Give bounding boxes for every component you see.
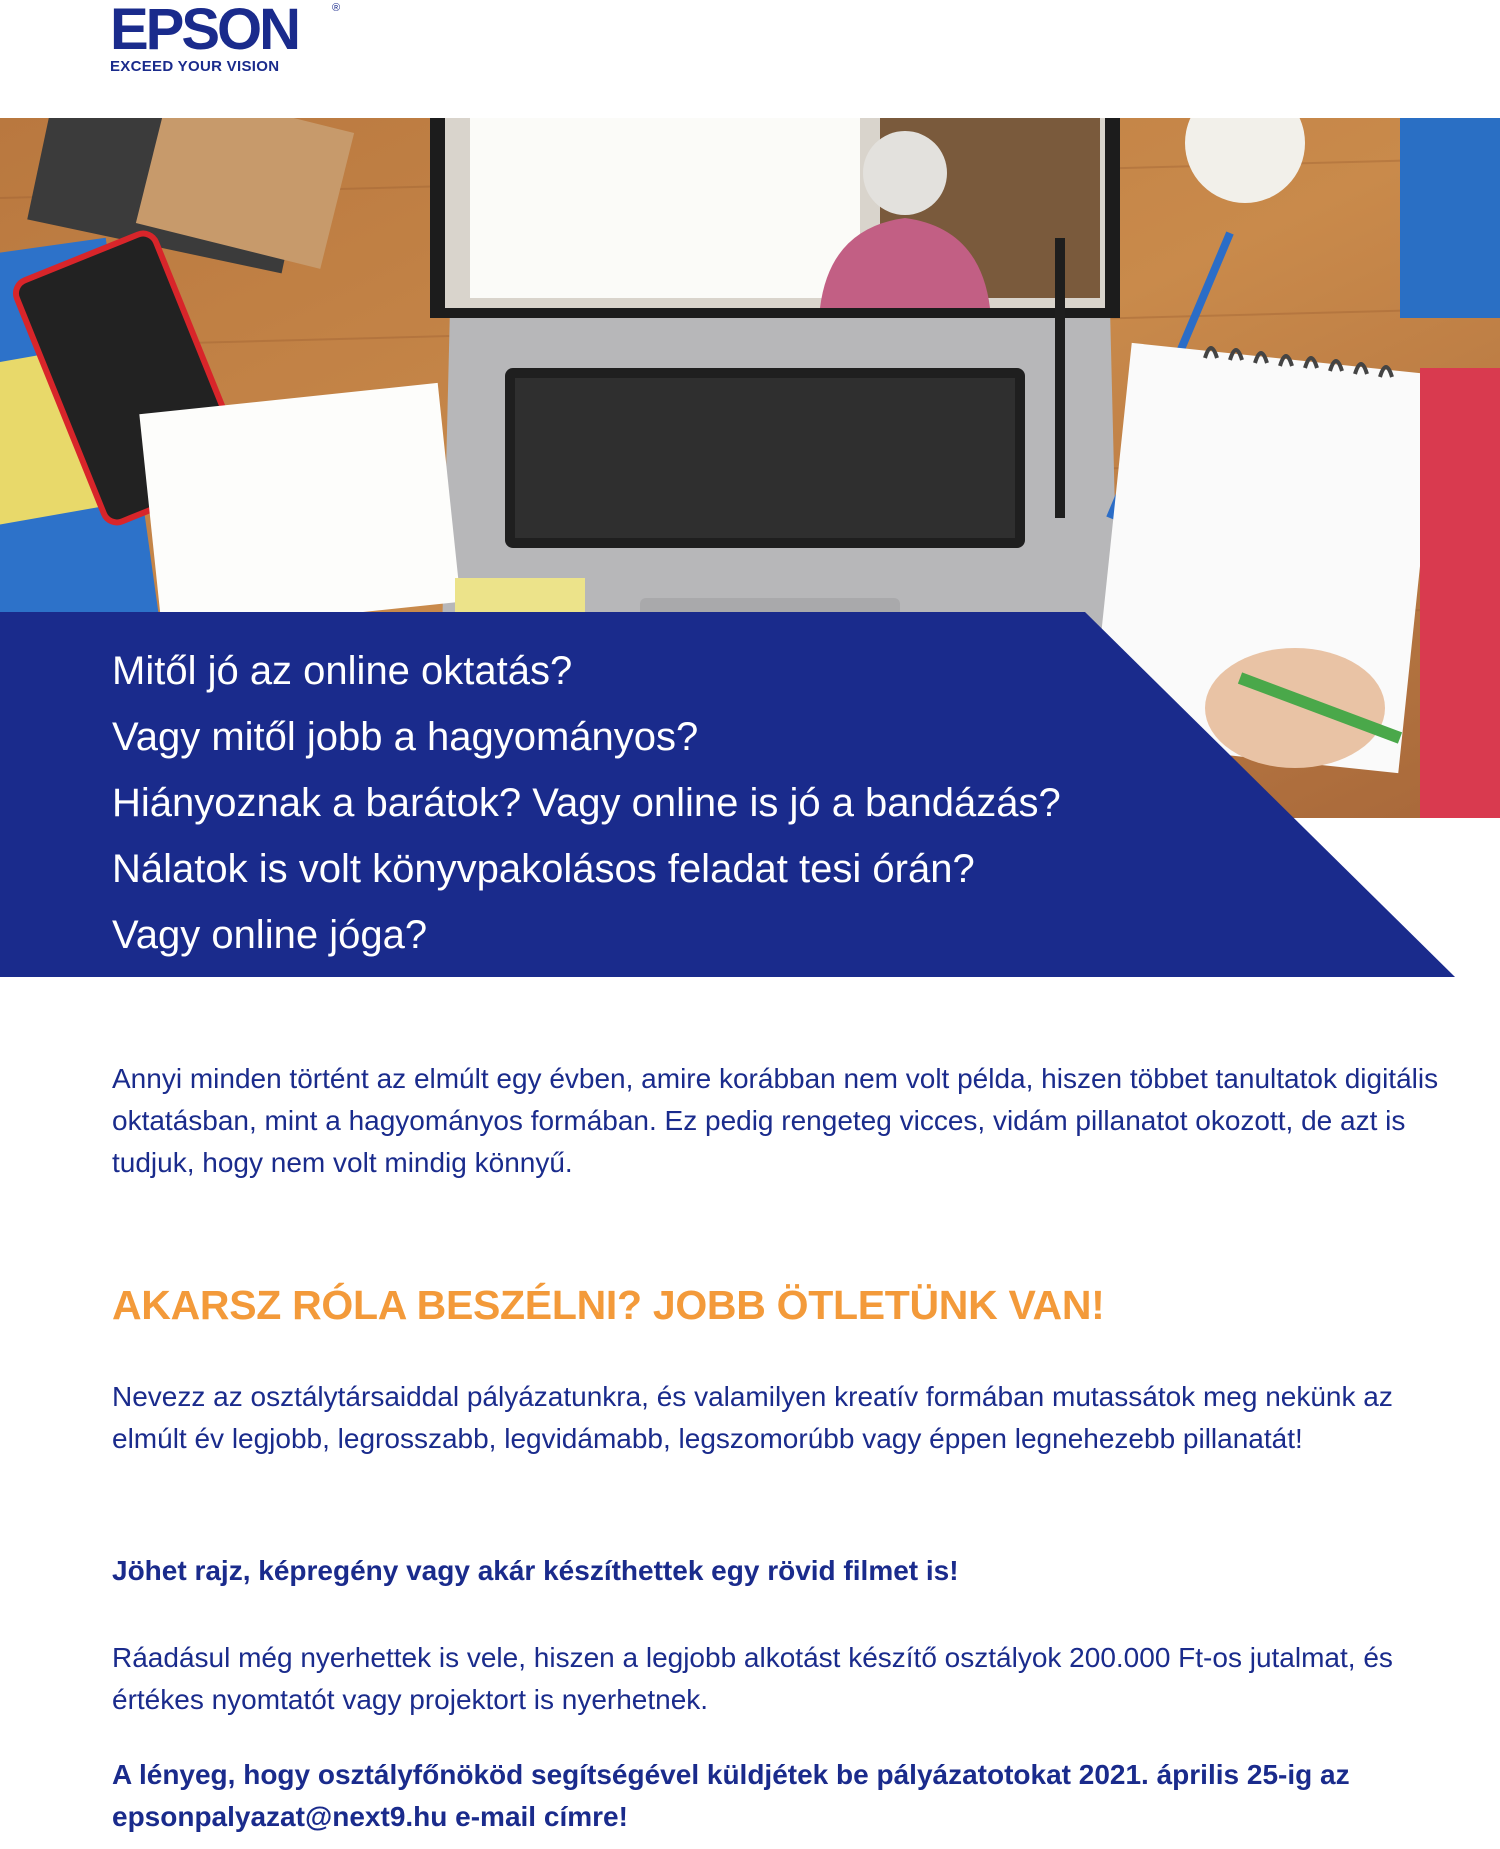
prize-paragraph: Ráadásul még nyerhettek is vele, hiszen a legjobb alkotást készítő osztályok 200.000 Ft-os jutalmat, és értékes nyomtatót vagy projektort is nyerhetnek.: [112, 1642, 1393, 1715]
question-line: Nálatok is volt könyvpakolásos feladat tesi órán?: [112, 847, 975, 891]
registered-mark: ®: [332, 2, 341, 14]
logo-wordmark: EPSON: [110, 0, 299, 62]
epson-logo: [110, 0, 350, 80]
intro-paragraph: Annyi minden történt az elmúlt egy évben, amire korábban nem volt példa, hiszen többet tanultatok digitális oktatásban, mint a hagyományos formában. Ez pedig rengeteg vicces, vidám pillanatot okozott, de azt is tudjuk, hogy nem volt mindig könnyű.: [112, 1063, 1439, 1178]
question-line: Vagy online jóga?: [112, 913, 428, 957]
question-line: Mitől jó az online oktatás?: [112, 649, 573, 693]
deadline-paragraph: A lényeg, hogy osztályfőnököd segítségével küldjétek be pályázatotokat 2021. április 25-ig az epsonpalyazat@next9.hu e-mail címre!: [112, 1759, 1350, 1832]
logo-tagline: EXCEED YOUR VISION: [110, 58, 280, 75]
question-list: [112, 638, 1061, 968]
call-paragraph: Nevezz az osztálytársaiddal pályázatunkra, és valamilyen kreatív formában mutassátok meg nekünk az elmúlt év legjobb, legrosszabb, legvidámabb, legszomorúbb vagy éppen legnehezebb pillanatát!: [112, 1381, 1393, 1454]
question-line: Vagy mitől jobb a hagyományos?: [112, 715, 699, 759]
question-line: Hiányoznak a barátok? Vagy online is jó a bandázás?: [112, 781, 1061, 825]
headline: AKARSZ RÓLA BESZÉLNI? JOBB ÖTLETÜNK VAN!: [112, 1282, 1105, 1328]
formats-paragraph: Jöhet rajz, képregény vagy akár készíthettek egy rövid filmet is!: [112, 1555, 959, 1586]
